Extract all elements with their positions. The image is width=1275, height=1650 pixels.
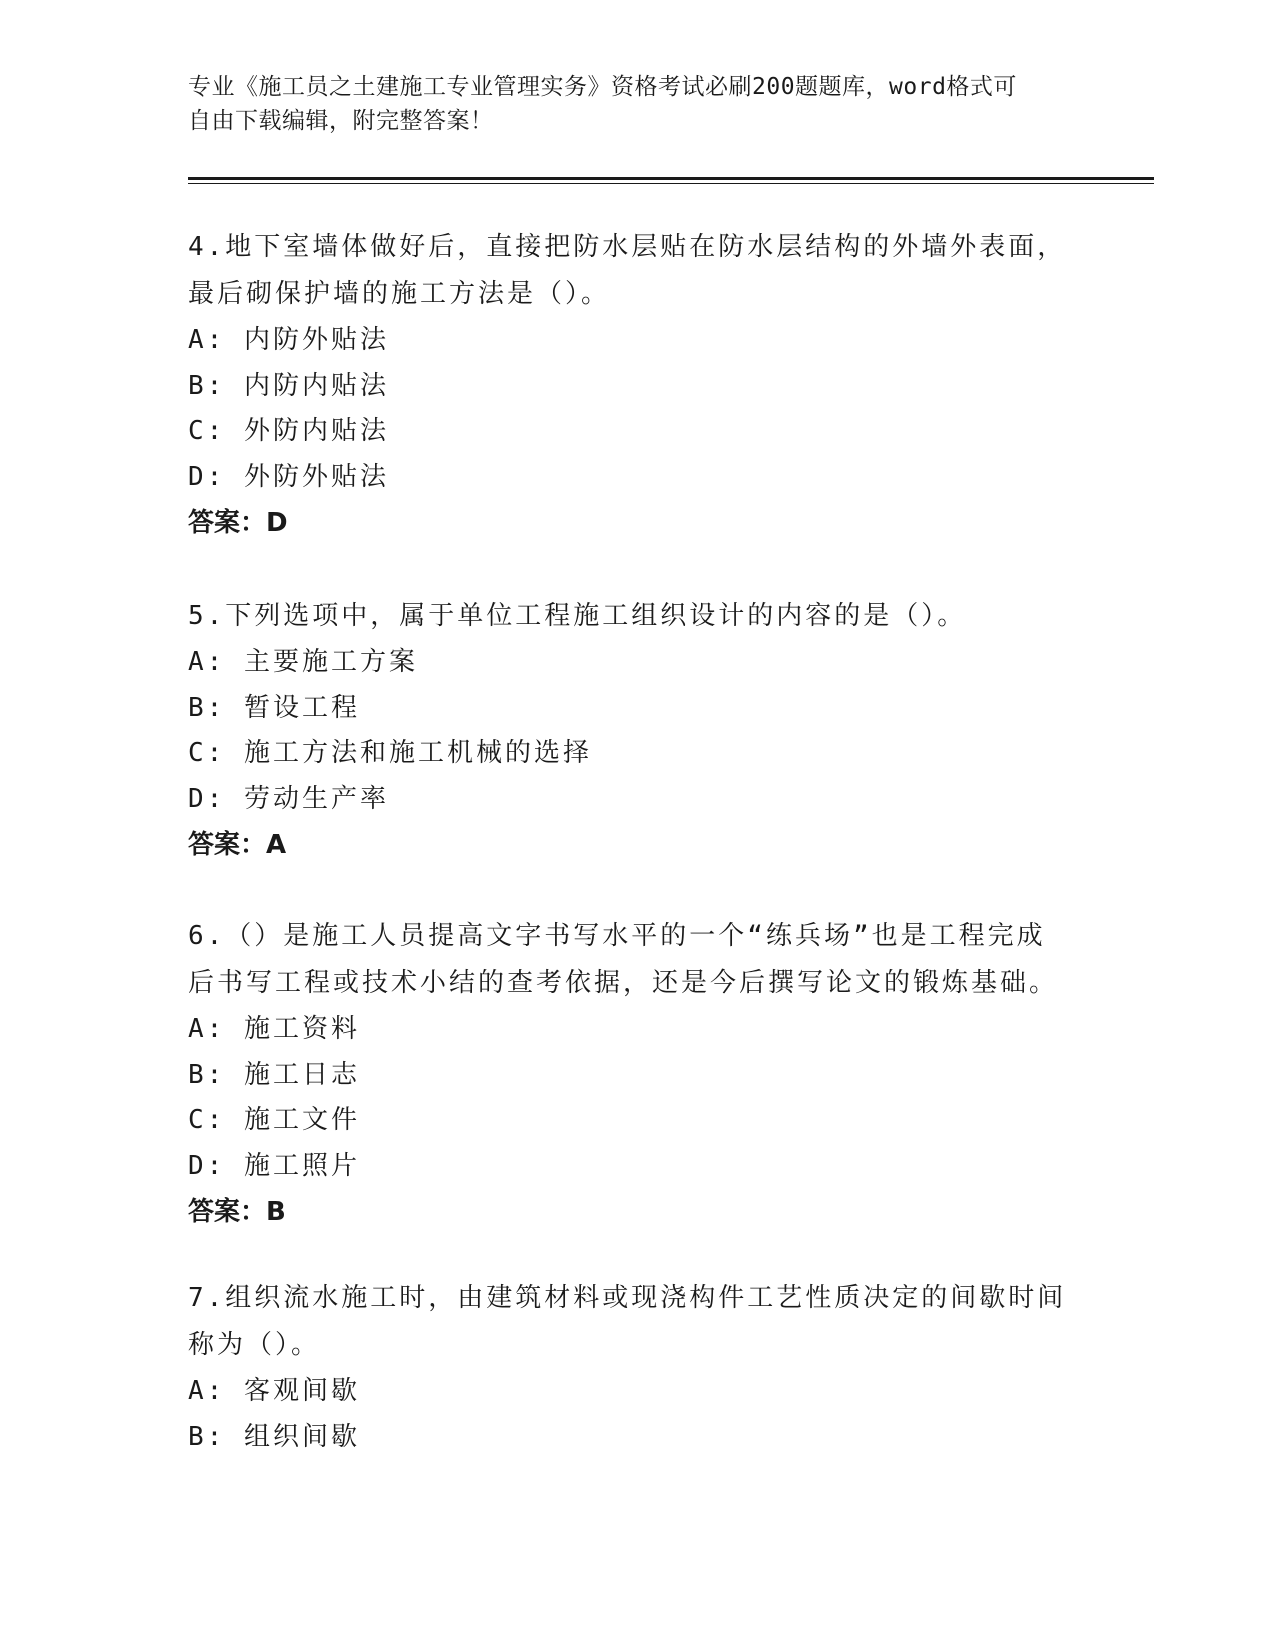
option-c: C: 施工方法和施工机械的选择 xyxy=(188,738,592,768)
header-divider-thin xyxy=(188,183,1154,184)
answer-line: 答案：A xyxy=(188,830,287,860)
option-b: B: 暂设工程 xyxy=(188,692,360,723)
option-a: A: 客观间歇 xyxy=(188,1376,360,1406)
header-divider-thick xyxy=(188,177,1154,180)
header-line-2: 自由下载编辑，附完整答案！ xyxy=(188,108,494,134)
option-c: C: 施工文件 xyxy=(188,1105,360,1135)
question-stem-line: 后书写工程或技术小结的查考依据，还是今后撰写论文的锻炼基础。 xyxy=(188,968,1059,998)
option-b: B: 施工日志 xyxy=(188,1059,360,1090)
option-d: D: 施工照片 xyxy=(188,1150,360,1181)
option-b: B: 组织间歇 xyxy=(188,1421,360,1452)
question-stem-line: 5.下列选项中，属于单位工程施工组织设计的内容的是（）。 xyxy=(188,601,967,631)
option-d: D: 外防外贴法 xyxy=(188,461,389,492)
answer-line: 答案：D xyxy=(188,508,288,538)
question-5 xyxy=(188,593,1088,868)
option-c: C: 外防内贴法 xyxy=(188,416,389,446)
option-d: D: 劳动生产率 xyxy=(188,783,389,814)
header-line-1: 专业《施工员之土建施工专业管理实务》资格考试必刷200题题库，word格式可 xyxy=(188,74,1017,100)
option-a: A: 内防外贴法 xyxy=(188,325,389,355)
option-b: B: 内防内贴法 xyxy=(188,370,389,401)
question-stem-line: 6.（）是施工人员提高文字书写水平的一个“练兵场”也是工程完成 xyxy=(188,921,1046,951)
question-stem-line: 最后砌保护墙的施工方法是（）。 xyxy=(188,279,611,309)
question-6 xyxy=(188,913,1088,1235)
document-header xyxy=(188,70,1088,138)
option-a: A: 主要施工方案 xyxy=(188,647,418,677)
question-7 xyxy=(188,1275,1088,1460)
question-4 xyxy=(188,224,1088,546)
question-stem-line: 7.组织流水施工时，由建筑材料或现浇构件工艺性质决定的间歇时间 xyxy=(188,1283,1067,1313)
answer-line: 答案：B xyxy=(188,1197,286,1227)
question-stem-line: 称为（）。 xyxy=(188,1330,321,1360)
question-stem-line: 4.地下室墙体做好后，直接把防水层贴在防水层结构的外墙外表面， xyxy=(188,232,1067,262)
option-a: A: 施工资料 xyxy=(188,1014,360,1044)
